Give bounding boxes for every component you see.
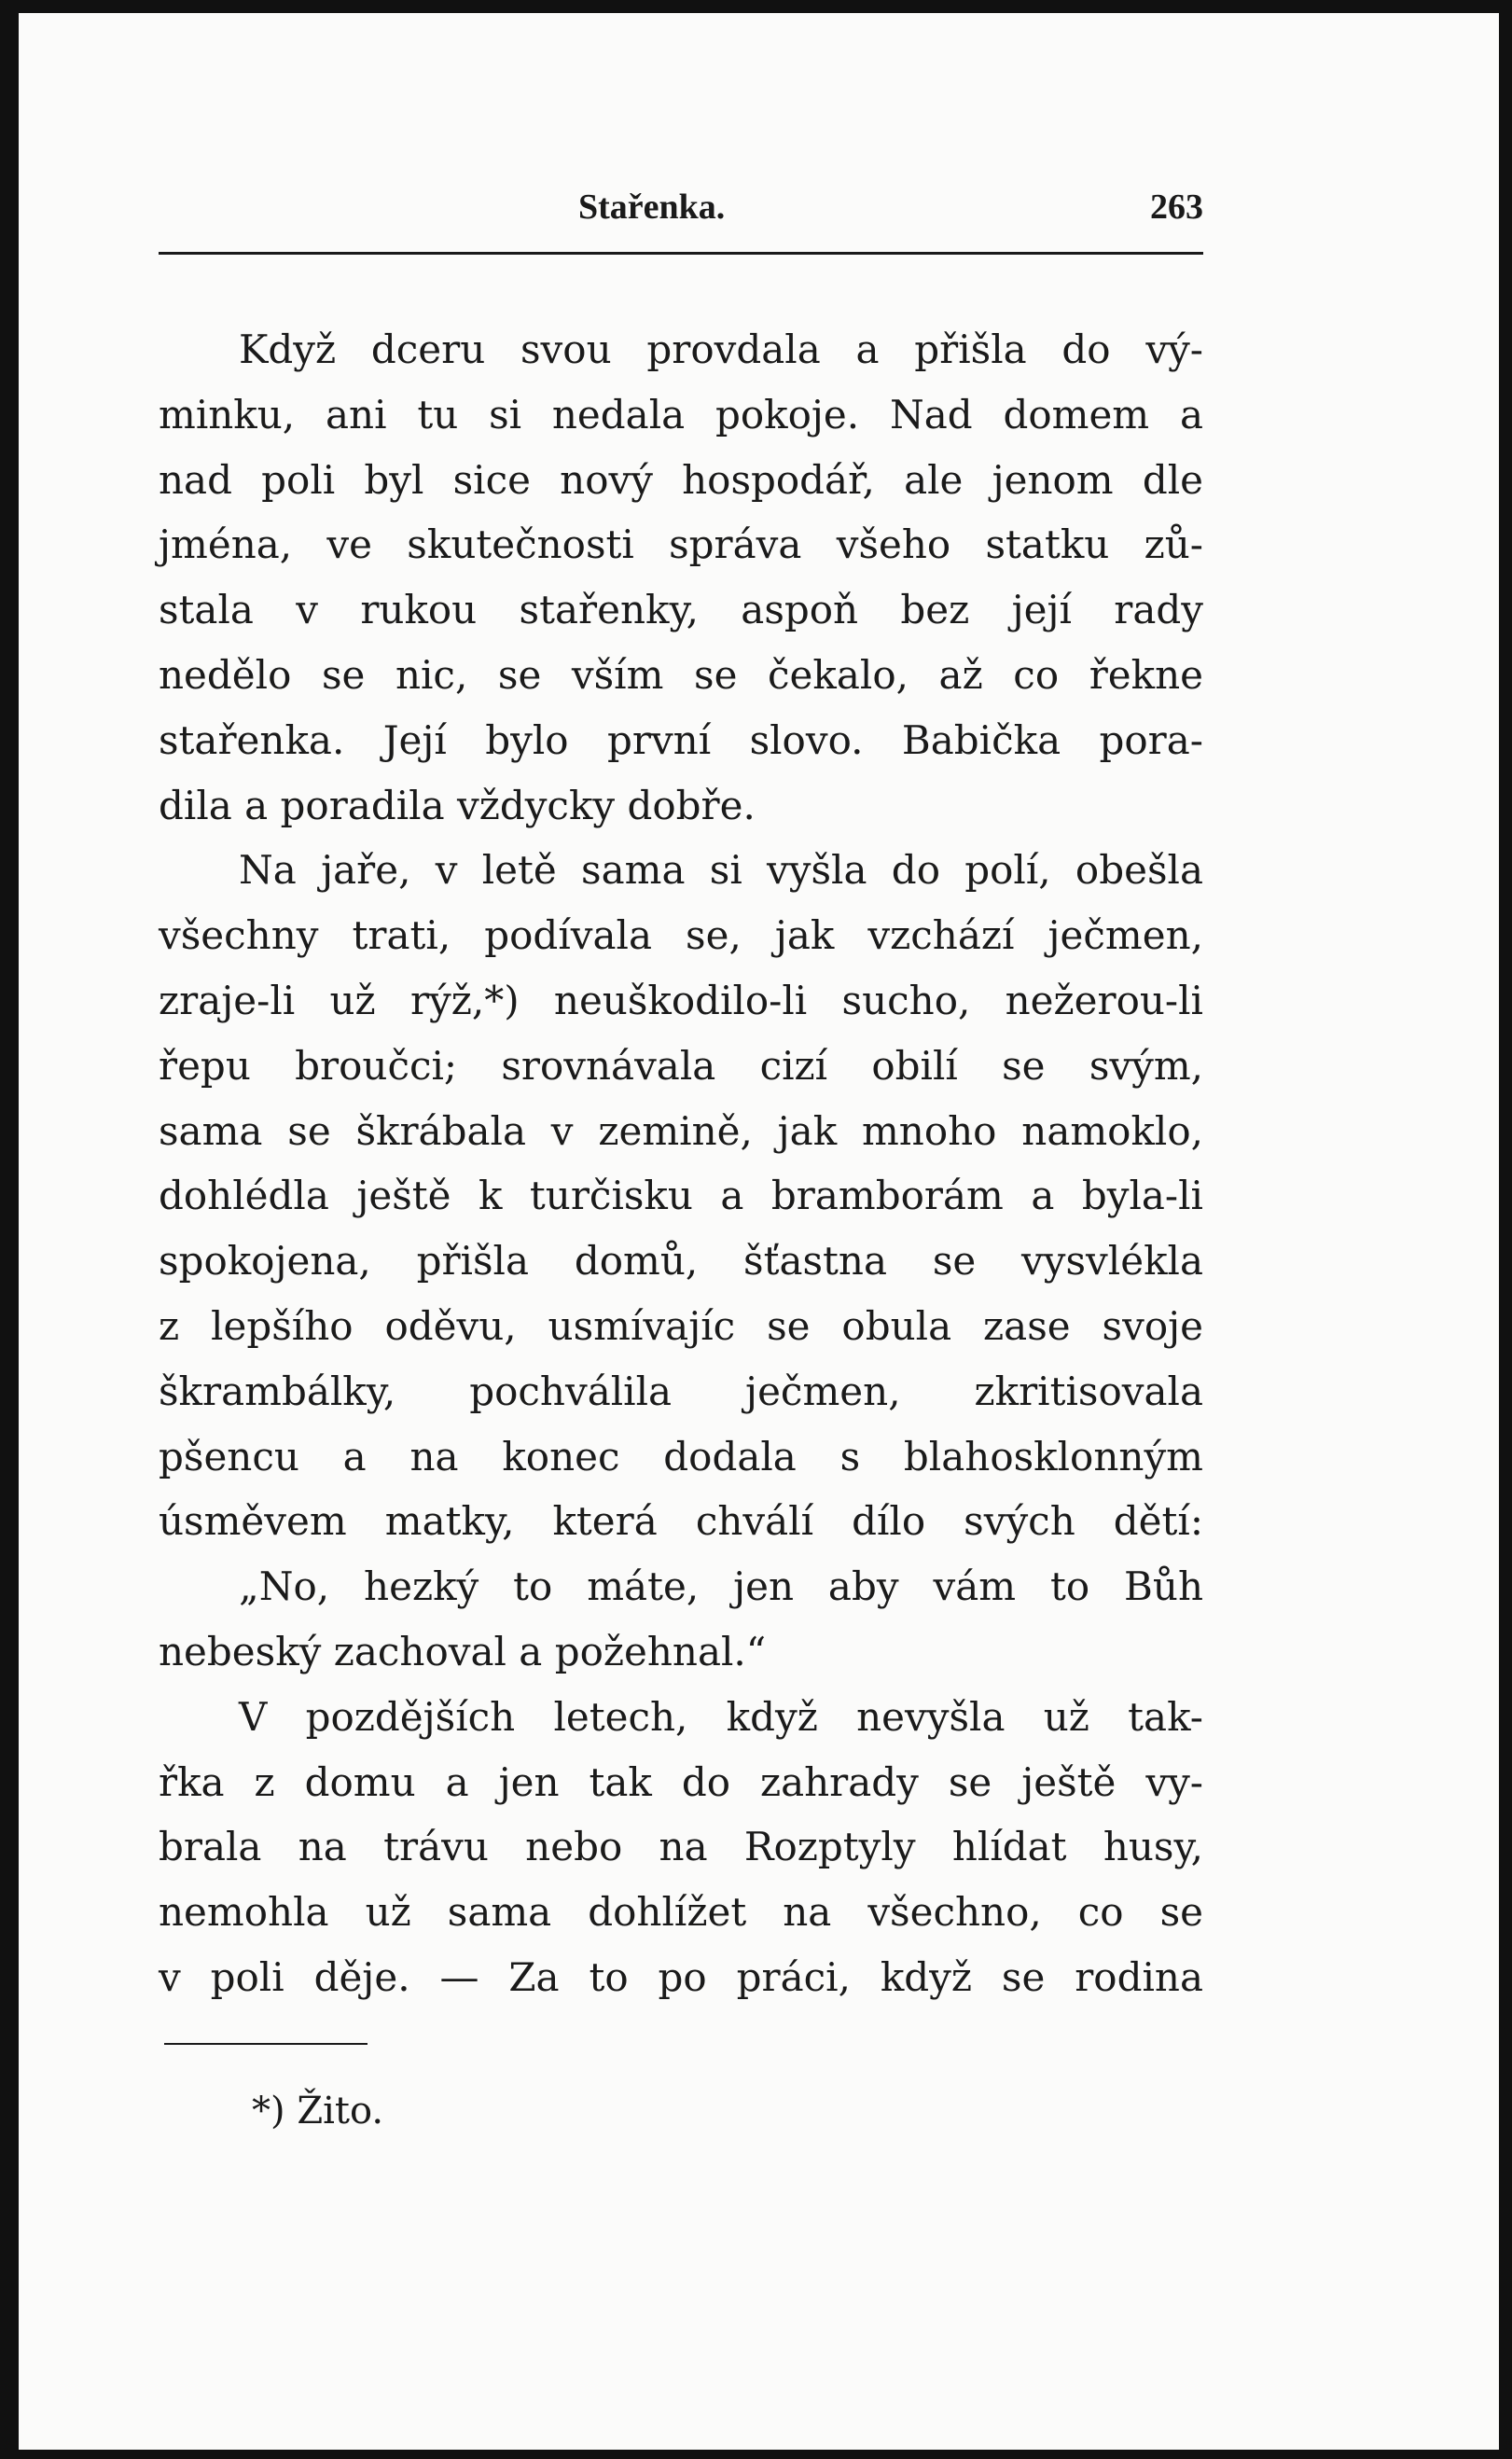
scan-border-left [0,0,19,2459]
scan-border-bottom [0,2450,1512,2459]
text-line: nedělo se nic, se vším se čekalo, až co řekne [159,651,1203,698]
text-line: pšencu a na konec dodala s blahosklonným [159,1433,1203,1480]
header-rule [159,252,1203,255]
footnote-rule [164,2043,368,2045]
text-line: nad poli byl sice nový hospodář, ale jenom dle [159,456,1203,503]
text-line: všechny trati, podívala se, jak vzchází ječmen, [159,912,1203,959]
text-line: stala v rukou stařenky, aspoň bez její rady [159,587,1203,633]
text-line: nebeský zachoval a požehnal.“ [159,1628,767,1674]
running-header [159,187,1203,243]
text-line: spokojena, přišla domů, šťastna se vysvlékla [159,1238,1203,1285]
text-line: V pozdějších letech, když nevyšla už tak- [239,1693,1203,1740]
text-line: z lepšího oděvu, usmívajíc se obula zase svoje [159,1302,1203,1349]
text-line: řka z domu a jen tak do zahrady se ještě vy- [159,1758,1203,1805]
page-number: 263 [1150,188,1203,227]
text-line: řepu broučci; srovnávala cizí obilí se svým, [159,1042,1203,1089]
text-line: Na jaře, v letě sama si vyšla do polí, obešla [239,847,1203,894]
text-line: brala na trávu nebo na Rozptyly hlídat husy, [159,1824,1203,1870]
text-line: dila a poradila vždycky dobře. [159,782,756,828]
text-line: dohlédla ještě k turčisku a bramborám a byla-li [159,1173,1203,1219]
text-line: Když dceru svou provdala a přišla do vý- [239,326,1203,372]
scan-border-right [1499,0,1512,2459]
text-line: úsměvem matky, která chválí dílo svých dětí: [159,1498,1203,1545]
text-line: sama se škrábala v zemině, jak mnoho namoklo, [159,1107,1203,1154]
text-line: minku, ani tu si nedala pokoje. Nad domem a [159,391,1203,438]
text-line: „No, hezký to máte, jen aby vám to Bůh [239,1563,1203,1610]
text-line: jména, ve skutečnosti správa všeho statku zů- [159,521,1203,568]
text-line: škrambálky, pochválila ječmen, zkritisovala [159,1368,1203,1414]
footnote: *) Žito. [252,2090,384,2133]
text-line: zraje-li už rýž,*) neuškodilo-li sucho, nežerou-li [159,977,1203,1023]
body-text [159,317,1203,2010]
text-line: v poli děje. — Za to po práci, když se rodina [159,1953,1203,2000]
running-title: Stařenka. [578,188,726,227]
text-line: nemohla už sama dohlížet na všechno, co se [159,1889,1203,1936]
scan-border-top [0,0,1512,13]
text-line: stařenka. Její bylo první slovo. Babička pora- [159,716,1203,763]
